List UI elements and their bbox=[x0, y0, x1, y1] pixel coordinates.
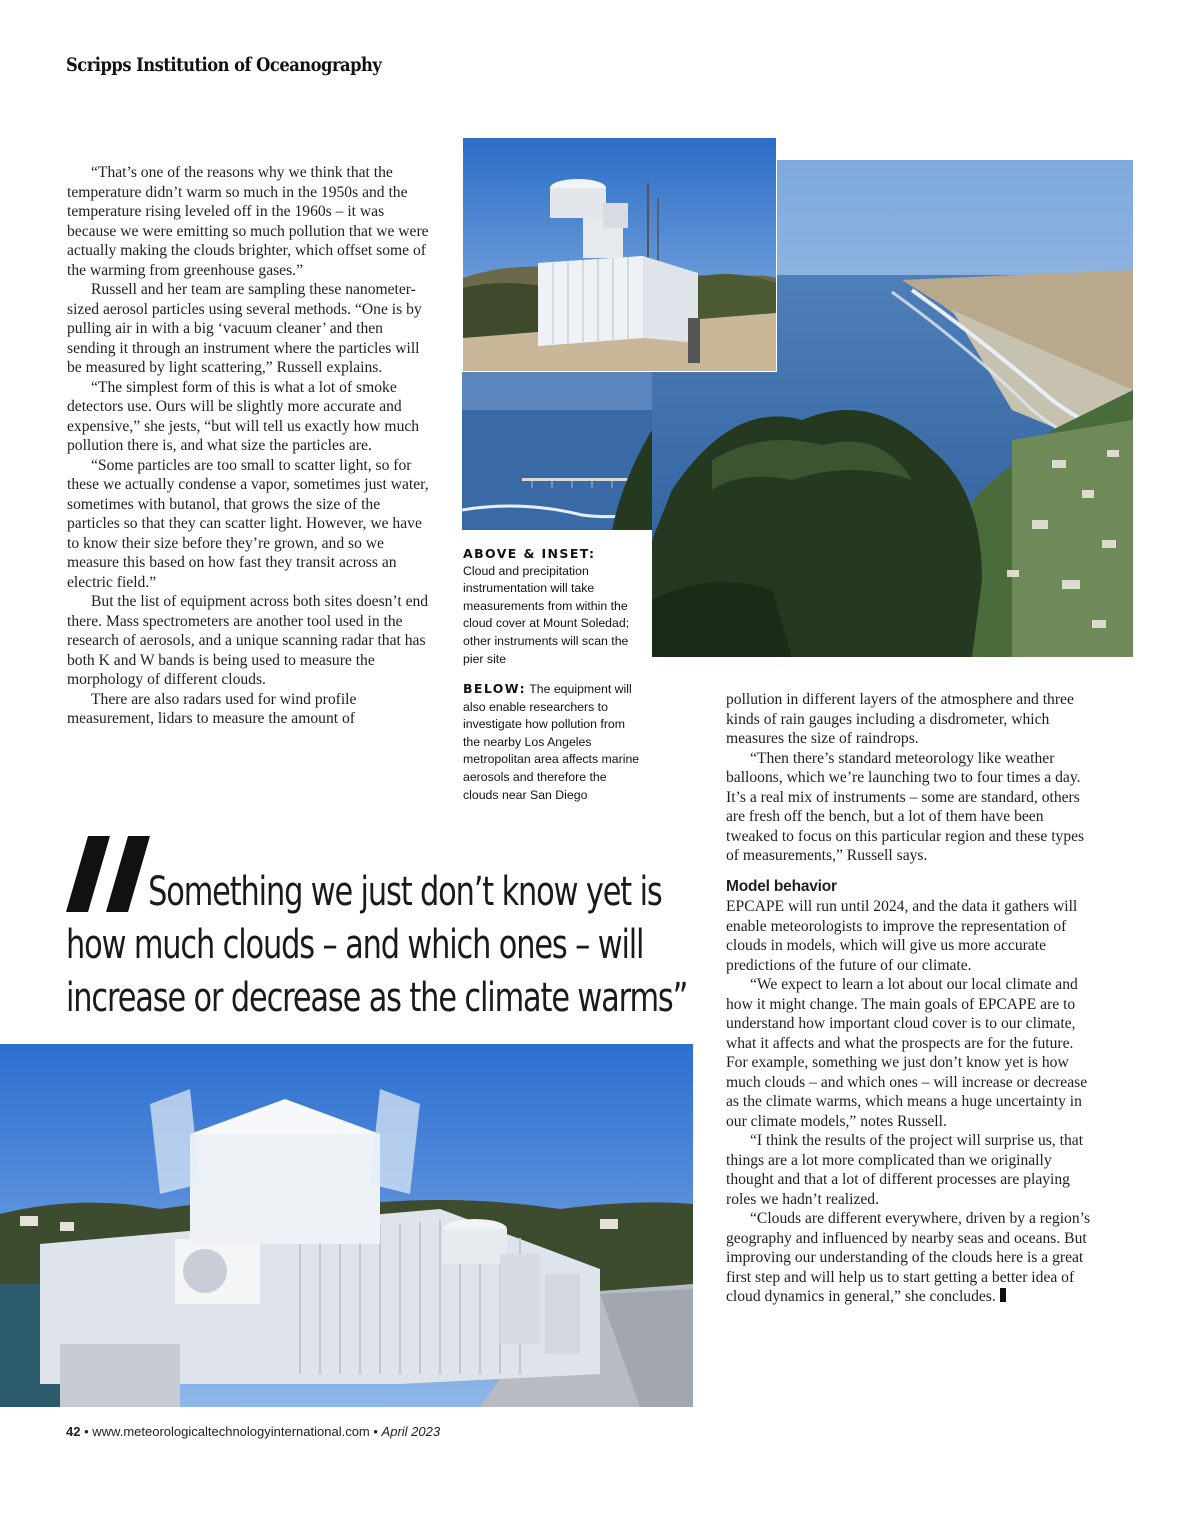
caption-below bbox=[463, 680, 643, 804]
body-paragraph: “We expect to learn a lot about our local climate and how it might change. The main goals of EPCAPE are to understand how important cloud cover is to our climate, what it affects and what the prospects are for the future. For example, something we just don’t know yet is how much clouds – and which ones – will increase or decrease as the climate warms, which means a huge uncertainty in our climate models,” notes Russell. bbox=[726, 976, 1088, 1130]
final-paragraph-text: “Clouds are different everywhere, driven by a region’s geography and influenced by nearby seas and oceans. But improving our understanding of the clouds here is a great first step and will help us to start getting a better idea of cloud dynamics in general,” she concludes. bbox=[726, 1210, 1091, 1305]
pier-instruments-photo bbox=[0, 1044, 693, 1407]
pull-quote bbox=[66, 836, 706, 1025]
caption-above-text: Cloud and precipitation instrumentation will take measurements from within the cloud cover at Mount Soledad; other instruments will scan the pier site bbox=[463, 563, 630, 666]
right-text-column bbox=[726, 690, 1092, 1307]
body-paragraph: “Some particles are too small to scatter light, so for these we actually condense a vapor, sometimes just water, sometimes with butanol, that grows the size of the particles so that they can scatter light. However, we have to know their size before they’re grown, and so we measure this based on how fast they transit across an electric field.” bbox=[67, 456, 429, 591]
body-paragraph: “The simplest form of this is what a lot of smoke detectors use. Ours will be slightly more accurate and expensive,” she jests, “but will tell us exactly how much pollution there is, and what size the particles are. bbox=[67, 378, 420, 454]
end-mark-icon bbox=[1000, 1288, 1006, 1302]
pull-quote-text: Something we just don’t know yet is how much clouds – and which ones – will increase or decrease as the climate warms” bbox=[66, 869, 688, 1021]
body-paragraph: pollution in different layers of the atmosphere and three kinds of rain gauges including a disdrometer, which measures the size of raindrops. bbox=[726, 691, 1074, 747]
body-paragraph: But the list of equipment across both sites doesn’t end there. Mass spectrometers are another tool used in the research of aerosols, and a unique scanning radar that has both K and W bands is being used to measure the morphology of different clouds. bbox=[67, 593, 429, 688]
body-paragraph: Russell and her team are sampling these nanometer-sized aerosol particles using several methods. “One is by pulling air in with a big ‘vacuum cleaner’ and then sending it through an instrument where the particles will be measured by light scattering,” Russell explains. bbox=[67, 281, 422, 376]
pier-view-photo bbox=[462, 370, 652, 530]
instrument-container-photo bbox=[462, 137, 777, 372]
body-paragraph: “I think the results of the project will surprise us, that things are a lot more complicated than we originally thought and that a lot of different processes are playing roles we hadn’t realized. bbox=[726, 1132, 1084, 1208]
body-paragraph: EPCAPE will run until 2024, and the data it gathers will enable meteorologists to improve the representation of clouds in models, which will give us more accurate predictions of the future of our climate. bbox=[726, 898, 1078, 974]
body-paragraph: “Then there’s standard meteorology like weather balloons, which we’re launching two to four times a day. It’s a real mix of instruments – some are standard, others are fresh off the bench, but a lot of them have been tweaked to focus on this particular region and these types of measurements,” Russell says. bbox=[726, 749, 1085, 864]
page-number: 42 bbox=[66, 1424, 81, 1439]
running-head: Scripps Institution of Oceanography bbox=[66, 54, 382, 76]
left-text-column bbox=[67, 163, 435, 729]
caption-above bbox=[463, 545, 643, 668]
page-footer bbox=[66, 1424, 440, 1439]
footer-separator: • bbox=[373, 1424, 382, 1439]
caption-above-label: ABOVE & INSET: bbox=[463, 546, 596, 561]
footer-separator: • bbox=[84, 1424, 93, 1439]
body-paragraph: There are also radars used for wind profile measurement, lidars to measure the amount of bbox=[67, 690, 357, 727]
section-subhead: Model behavior bbox=[726, 877, 837, 895]
caption-below-label: BELOW: bbox=[463, 681, 527, 696]
body-paragraph: “That’s one of the reasons why we think that the temperature didn’t warm so much in the 1950s and the temperature rising leveled off in the 1960s – it was because we were emitting so much pollution that we were actually making the clouds brighter, which offset some of the warming from greenhouse gases.” bbox=[67, 164, 429, 279]
caption-below-text: The equipment will also enable researchers to investigate how pollution from the nearby Los Angeles metropolitan area affects marine aerosols and therefore the clouds near San Diego bbox=[463, 682, 640, 802]
footer-url: www.meteorologicaltechnologyinternational.com bbox=[92, 1424, 370, 1439]
footer-date: April 2023 bbox=[381, 1424, 441, 1439]
body-paragraph bbox=[726, 1209, 1092, 1307]
